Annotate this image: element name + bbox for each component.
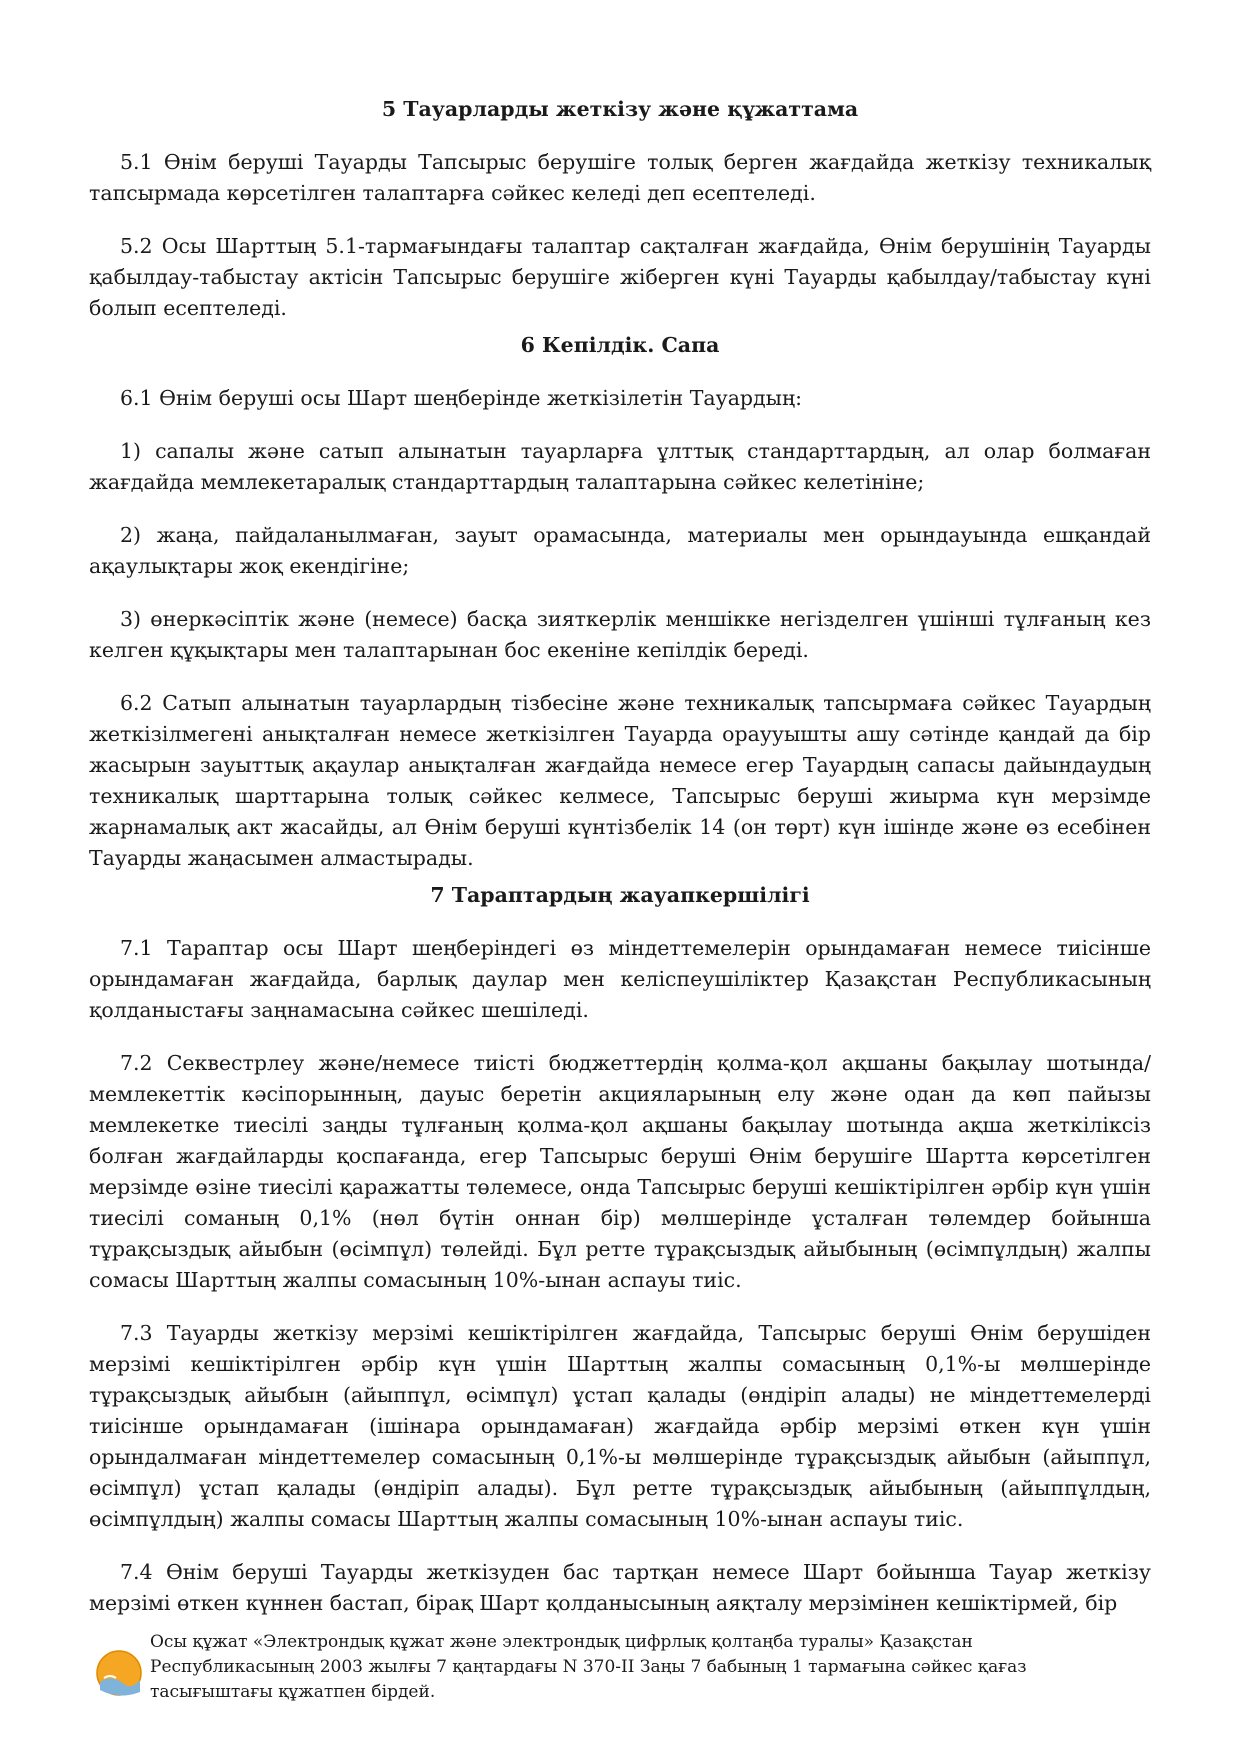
paragraph-6-1-item-1: 1) сапалы және сатып алынатын тауарларға ұлттық стандарттардың, ал олар болмаған жағдайда мемлекетаралық стандарттардың талаптарына сәйкес келетініне;	[89, 439, 1151, 494]
paragraph-6-2: 6.2 Сатып алынатын тауарлардың тізбесіне және техникалық тапсырмаға сәйкес Тауардың жеткізілмегені анықталған немесе жеткізілген Тауарда ораууышты ашу сәтінде қандай да бір жасырын зауыттық ақаулар анықталған жағдайда немесе егер Тауардың сапасы дайындаудың техникалық шарттарына толық сәйкес келмесе, Тапсырыс беруші жиырма күн мерзімде жарнамалық акт жасайды, ал Өнім беруші күнтізбелік 14 (он төрт) күн ішінде және өз есебінен Тауарды жаңасымен алмастырады.	[89, 691, 1151, 870]
paragraph-7-1: 7.1 Тараптар осы Шарт шеңберіндегі өз міндеттемелерін орындамаған немесе тиісінше орындамаған жағдайда, барлық даулар мен келіспеушіліктер Қазақстан Республикасының қолданыстағы заңнамасына сәйкес шешіледі.	[89, 936, 1151, 1022]
paragraph-7-4: 7.4 Өнім беруші Тауарды жеткізуден бас тартқан немесе Шарт бойынша Тауар жеткізу мерзімі өткен күннен бастап, бірақ Шарт қолданысының аяқталу мерзімінен кешіктірмей, бір	[89, 1560, 1151, 1615]
paragraph-6-1-item-2: 2) жаңа, пайдаланылмаған, зауыт орамасында, материалы мен орындауында ешқандай ақаулықтары жоқ екендігіне;	[89, 523, 1151, 578]
footer	[0, 1630, 1241, 1754]
footer-legal-note: Осы құжат «Электрондық құжат және электрондық цифрлық қолтаңба туралы» Қазақстан Республикасының 2003 жылғы 7 қаңтардағы N 370-II Заңы 7 бабының 1 тармағына сәйкес қағаз тасығыштағы құжатпен бірдей.	[150, 1632, 1027, 1702]
paragraph-7-3: 7.3 Тауарды жеткізу мерзімі кешіктірілген жағдайда, Тапсырыс беруші Өнім берушіден мерзімі кешіктірілген әрбір күн үшін Шарттың жалпы сомасының 0,1%-ы мөлшерінде тұрақсыздық айыбын (айыппұл, өсімпұл) ұстап қалады (өндіріп алады) не міндеттемелерді тиісінше орындамаған (ішінара орындамаған) жағдайда әрбір мерзімі өткен күн үшін орындалмаған міндеттемелер сомасының 0,1%-ы мөлшерінде тұрақсыздық айыбын (айыппұл, өсімпұл) ұстап қалады (өндіріп алады). Бұл ретте тұрақсыздық айыбының (айыппұлдың, өсімпұлдың) жалпы сомасы Шарттың жалпы сомасының 10%-ынан аспауы тиіс.	[89, 1321, 1151, 1531]
paragraph-6-1-item-3: 3) өнеркәсіптік және (немесе) басқа зияткерлік меншікке негізделген үшінші тұлғаның кез келген құқықтары мен талаптарынан бос екеніне кепілдік береді.	[89, 607, 1151, 662]
paragraph-5-1: 5.1 Өнім беруші Тауарды Тапсырыс берушіге толық берген жағдайда жеткізу техникалық тапсырмада көрсетілген талаптарға сәйкес келеді деп есептеледі.	[89, 150, 1151, 205]
paragraph-7-2: 7.2 Секвестрлеу және/немесе тиісті бюджеттердің қолма-қол ақшаны бақылау шотында/мемлекеттік кәсіпорынның, дауыс беретін акцияларының елу және одан да көп пайызы мемлекетке тиесілі заңды тұлғаның қолма-қол ақшаны бақылау шотында ақша жеткіліксіз болған жағдайларды қоспағанда, егер Тапсырыс беруші Өнім берушіге Шартта көрсетілген мерзімде өзіне тиесілі қаражатты төлемесе, онда Тапсырыс беруші кешіктірілген әрбір күн үшін тиесілі соманың 0,1% (нөл бүтін оннан бір) мөлшерінде ұсталған төлемдер бойынша тұрақсыздық айыбын (өсімпұл) төлейді. Бұл ретте тұрақсыздық айыбының (өсімпұлдың) жалпы сомасы Шарттың жалпы сомасының 10%-ынан аспауы тиіс.	[89, 1051, 1151, 1292]
section-7-heading: 7 Тараптардың жауапкершілігі	[430, 883, 810, 907]
paragraph-6-1: 6.1 Өнім беруші осы Шарт шеңберінде жеткізілетін Тауардың:	[120, 386, 803, 410]
document-body	[89, 94, 1151, 1619]
sun-seal-icon	[94, 1648, 144, 1698]
paragraph-5-2: 5.2 Осы Шарттың 5.1-тармағындағы талаптар сақталған жағдайда, Өнім берушінің Тауарды қабылдау-табыстау актісін Тапсырыс берушіге жіберген күні Тауарды қабылдау/табыстау күні болып есептеледі.	[89, 234, 1151, 320]
section-6-heading: 6 Кепілдік. Сапа	[520, 333, 720, 357]
section-5-heading: 5 Тауарларды жеткізу және құжаттама	[381, 97, 859, 121]
